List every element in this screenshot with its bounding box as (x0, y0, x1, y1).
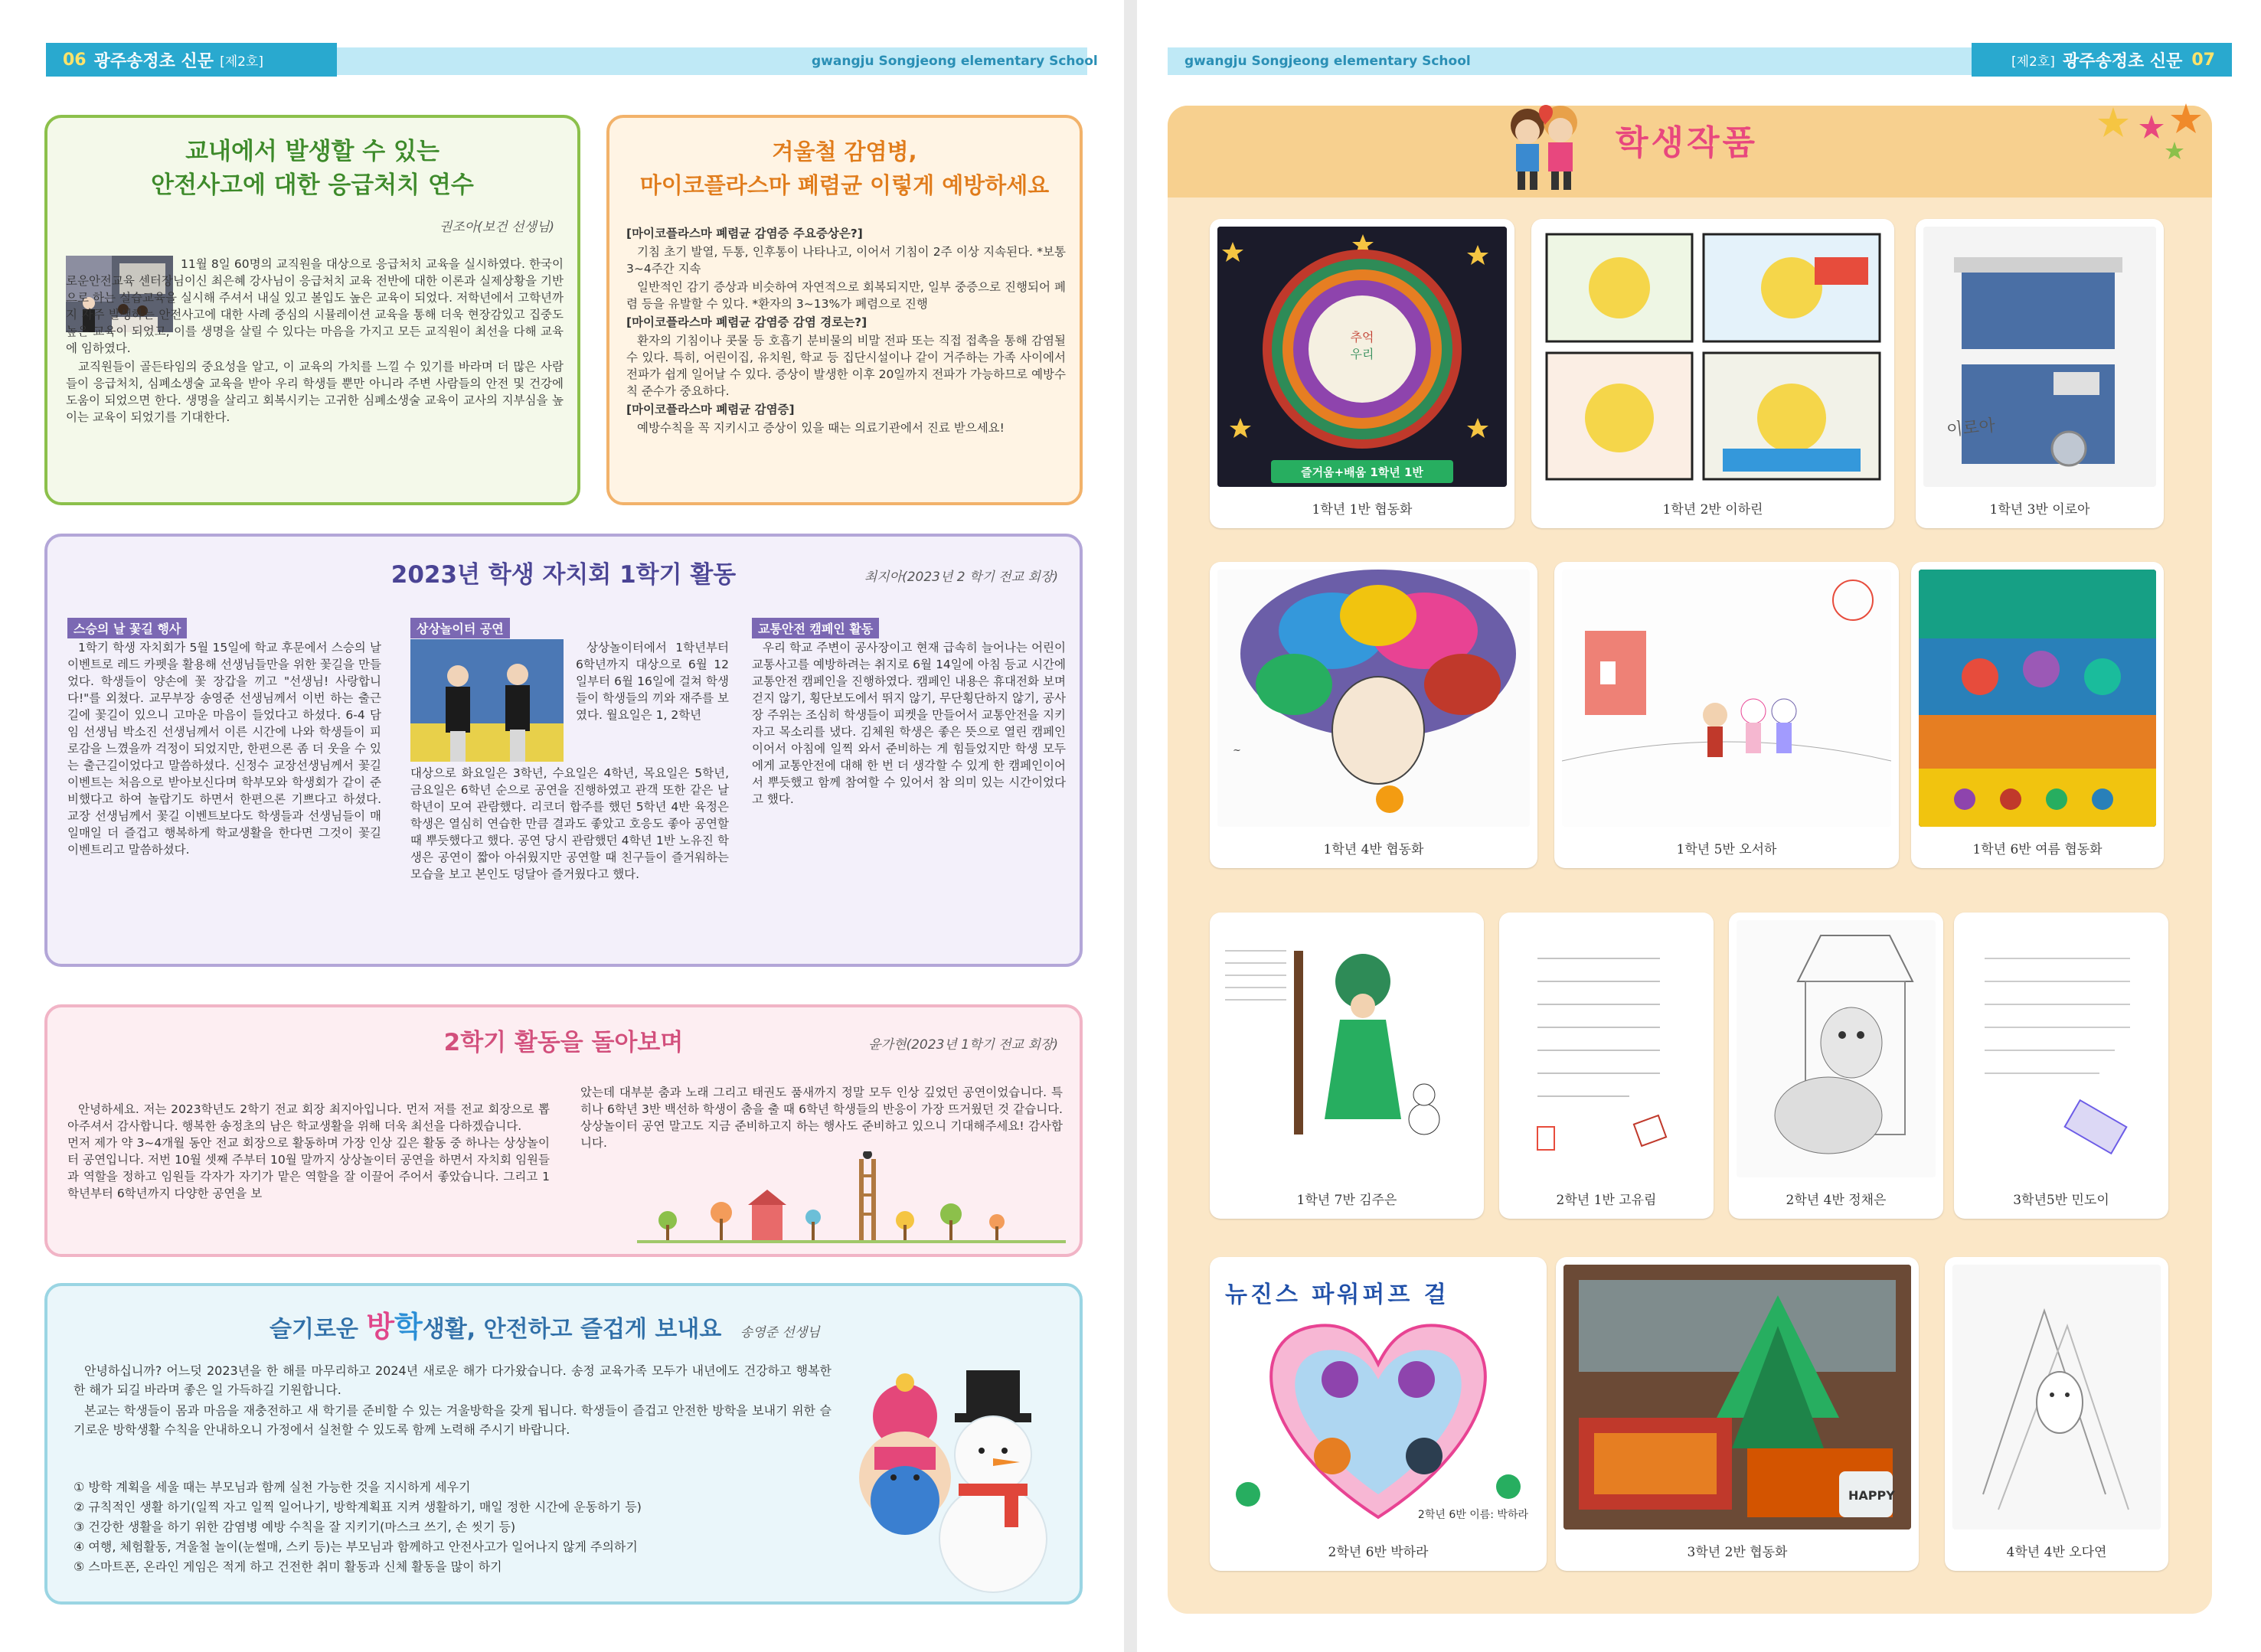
page-number: 07 (2191, 50, 2215, 70)
paper-name: 광주송정초 신문 (93, 51, 214, 71)
artwork-signature: 2학년 6반 이름: 박하라 (1417, 1509, 1528, 1521)
school-name: gwangju Songjeong elementary School (812, 54, 1098, 69)
flower-hair-artwork (1217, 570, 1530, 827)
article-body: 안녕하십니까? 어느덧 2023년을 한 해를 마무리하고 2024년 새로운 해가 다가왔습니다. 송정 교육가족 모두가 내년에도 건강하고 행복한 한 해가 되길 바라며 좋은 일 가득하길 기원합니다. 본교는 학생들이 몸과 마음을 재충전하고 새 학기를 준비할 수 있는 겨울방학을 갖게 됩니다. 학생들이 즐겁고 안전한 방학을 보내기 위한 슬기로운 방학생활 수칙을 안내하오니 가정에서 실천할 수 있도록 함께 노력해 주시기 바랍니다. (74, 1363, 832, 1437)
column-2: 았는데 대부분 춤과 노래 그리고 태권도 품새까지 정말 모두 인상 깊었던 공연이었습니다. 특히나 6학년 3반 백선하 학생이 춤을 출 때 6학년 학생들의 반응이 가장 뜨거웠던 것 같습니다. 상상놀이터 공연 말고도 지금 준비하고지 하는 행사도 준비하고 있으니 기대해주세요! 감사합니다. (580, 1086, 1063, 1150)
edition: [제2호] (2011, 54, 2055, 70)
artwork-caption: 1학년 7반 김주은 (1296, 1193, 1397, 1208)
artwork-caption: 4학년 4반 오다연 (2006, 1545, 2107, 1560)
drawing-artwork (1562, 570, 1891, 827)
wreath-banner: 즐거움+배움 1학년 1반 (1301, 465, 1423, 479)
summer-collab-artwork (1919, 570, 2156, 827)
svg-text:추억: 추억 (1350, 330, 1374, 344)
rule-item: ⑤ 스마트폰, 온라인 게임은 적게 하고 건전한 취미 활동과 신체 활동을 많이 하기 (74, 1559, 502, 1574)
gallery-title: 학생작품 (1616, 123, 1759, 162)
page-number: 06 (63, 50, 87, 70)
column-2-bottom: 대상으로 화요일은 3학년, 수요일은 4학년, 목요일은 5학년, 금요일은 6학년 순으로 공연을 진행하였고 관객 또한 같은 날 학년이 모여 관람했다. 리코더 합주를 했던 5학년 4반 육정은 학생은 열심히 연습한 만큼 결과도 좋았고 호응도 좋아 공연할 때 뿌듯했다고 했다. 공연 당시 관람했던 4학년 1반 노유진 학생은 공연이 짧아 아쉬웠지만 공연할 때 친구들이 즐거워하는 모습을 보고 본인도 덩달아 즐거웠다고 했다. (410, 766, 729, 881)
artwork-card (1556, 1257, 1919, 1571)
christmas-collab-artwork (1563, 1265, 1911, 1530)
school-name: gwangju Songjeong elementary School (1184, 54, 1471, 69)
artwork-caption: 1학년 3반 이로아 (1989, 502, 2090, 517)
artwork-caption: 3학년5반 민도이 (2013, 1193, 2109, 1208)
byline: 최지아(2023년 2 학기 전교 회장) (864, 570, 1058, 585)
artwork-caption: 2학년 1반 고유림 (1556, 1193, 1657, 1208)
section-tag: 교통안전 캠페인 활동 (752, 618, 879, 638)
artwork-card (1954, 913, 2168, 1219)
article-body: [마이코플라스마 폐렴균 감염증 주요증상은?] 기침 초기 발열, 두통, 인후통이 나타나고, 이어서 기침이 2주 이상 지속된다. *보통 3~4주간 지속 일반적인 감기 증상과 비슷하여 자연적으로 회복되지만, 일부 중증으로 진행되어 폐렴 등을 유발할 수 있다. *환자의 3~13%가 폐렴으로 진행 [마이코플라스마 폐렴균 감염증 감염 경로는?] 환자의 기침이나 콧물 등 호흡기 분비물의 비말 전파 또는 직접 접촉을 통해 감염될 수 있다. 특히, 어린이집, 유치원, 학교 등 집단시설이나 같이 거주하는 가족 사이에서 전파가 쉽게 일어날 수 있다. 증상이 발생한 이후 20일까지 전파가 가능하므로 예방수칙 준수가 중요하다. [마이코플라스마 폐렴균 감염증] 예방수칙을 꼭 지키시고 증상이 있을 때는 의료기관에서 진료 받으세요! (626, 227, 1066, 435)
artwork-card (1210, 562, 1537, 868)
article-title: 교내에서 발생할 수 있는 안전사고에 대한 응급처치 연수 (151, 138, 474, 199)
council-article (44, 534, 1083, 967)
byline: 윤가현(2023년 1학기 전교 회장) (868, 1037, 1058, 1053)
artwork-caption: 1학년 2반 이하린 (1662, 502, 1763, 517)
column-1: 안녕하세요. 저는 2023학년도 2학기 전교 회장 최지아입니다. 먼저 저를 전교 회장으로 뽑아주셔서 감사합니다. 행복한 송정초의 남은 학교생활을 위해 더욱 최선을 다하겠습니다. 먼저 제가 약 3~4개월 동안 전교 회장으로 활동하며 가장 인상 깊은 활동 중 하나는 상상놀이터 공연입니다. 저번 10월 셋째 주부터 10월 말까지 상상놀이터 공연을 하면서 자치회 임원들과 역할을 정하고 임원들 각자가 자기가 맡은 역할을 잘 이끌어 주어서 좋았습니다. 그리고 1학년부터 6학년까지 다양한 공연을 보 (67, 1102, 550, 1200)
artwork-card (1911, 562, 2164, 868)
left-page (0, 0, 1124, 1652)
artwork-caption: 3학년 2반 협동화 (1687, 1545, 1788, 1560)
vacation-article (44, 1283, 1083, 1605)
section-tag: 스승의 날 꽃길 행사 (67, 618, 187, 638)
column-2-top: 상상놀이터에서 1학년부터 6학년까지 대상으로 6월 12일부터 6월 16일에 걸쳐 학생들이 학생들의 끼와 재주를 보였다. 월요일은 1, 2학년 (576, 641, 729, 722)
pencil-sketch-artwork (1952, 1265, 2161, 1530)
comic-artwork (1539, 227, 1887, 487)
paper-name: 광주송정초 신문 (2062, 51, 2183, 71)
snowman-illustration (844, 1355, 1073, 1600)
column-1: 1학기 학생 자치회가 5월 15일에 학교 후문에서 스승의 날 이벤트로 레드 카펫을 활용해 선생님들만을 위한 꽃길을 만들었다. 학생들이 양손에 꽃 장갑을 끼고 "선생님! 사랑합니다!"를 외쳤다. 교무부장 송영준 선생님께서 이번 하는 출근길에 꽃길이 있으니 고마운 마음이 들었다고 하셨다. 6-4 담임 선생님 박소진 선생님께서 이른 시간에 나와 학생들이 피로감을 느꼈을까 걱정이 되었지만, 한편으론 좀 더 웃을 수 있는 출근길이었다고 말씀하셨다. 신정수 교장선생님께서 꽃길 이벤트는 처음으로 받아보신다며 학부모와 학생회가 같이 준비했다고 하여 놀랍기도 하면서 한편으론 기쁘다고 하셨다. 교장 선생님께서 꽃길 이벤트보다도 학생들과 선생님들이 매일매일 더 즐겁고 행복하게 학교생활을 한다면 그것이 꽃길 이벤트리고 말씀하셨다. (67, 641, 381, 857)
byline: 권조아(보건 선생님) (439, 220, 554, 235)
header-tab (46, 43, 337, 77)
artwork-caption: 1학년 6반 여름 협동화 (1972, 842, 2103, 857)
town-illustration (637, 1151, 1066, 1243)
rule-item: ② 규칙적인 생활 하기(일찍 자고 일찍 일어나기, 방학계획표 지켜 생활하기, 매일 정한 시간에 운동하기 등) (74, 1500, 642, 1514)
artwork-caption: 2학년 6반 박하라 (1328, 1545, 1429, 1560)
edition: [제2호] (220, 54, 263, 70)
rule-item: ④ 여행, 체험활동, 겨울철 놀이(눈썰매, 스키 등)는 부모님과 함께하고 안전사고가 일어나지 않게 주의하기 (74, 1539, 638, 1554)
letter-artwork (1962, 920, 2161, 1177)
kids-illustration (1493, 95, 1593, 194)
artwork-card (1531, 219, 1894, 528)
article-title: 슬기로운 방학생활, 안전하고 즐겁게 보내요 송영준 선생님 (270, 1310, 820, 1343)
happy-sign: HAPPY (1848, 1488, 1895, 1503)
artwork-card (1554, 562, 1899, 868)
wreath-artwork (1217, 227, 1507, 487)
artwork-card (1729, 913, 1943, 1219)
artwork-caption: 1학년 1반 협동화 (1312, 502, 1413, 517)
artwork-caption: 1학년 5반 오서하 (1676, 842, 1777, 857)
svg-text:우리: 우리 (1350, 347, 1374, 361)
artwork-heading: 뉴진스 파워퍼프 걸 (1225, 1281, 1449, 1308)
article-body: 11월 8일 60명의 교직원을 대상으로 응급처치 교육을 실시하였다. 한국이로운안전교육 센터장님이신 최은혜 강사님이 응급처치 교육 전반에 대한 이론과 실제상황을 기반으로 하는 실습교육을 실시해 주셔서 내실 있고 볼입도 높은 교육이 되었다. 저학년에서 고학년까지 자주 발생하는 안전사고에 대한 사례 중심의 시뮬레이션 교육을 통해 더욱 현장감있고 집중도 높은 교육이 되었고, 이를 생명을 살릴 수 있다는 마음을 가지고 모든 교직원이 최선을 다해 교육에 임하였다. 교직원들이 골든타임의 중요성을 알고, 이 교육의 가치를 느낄 수 있기를 바라며 더 많은 사람들이 응급처치, 심폐소생술 교육을 받아 우리 학생들 뿐만 아니라 주변 사람들의 안전 및 건강에 도움이 되었으면 한다. 생명을 살리고 회복시키는 고귀한 심폐소생술 교육이 교사의 지부심을 높이는 교육이 되었기를 기대한다. (66, 257, 564, 424)
winter-drawing-artwork (1217, 920, 1476, 1177)
first-aid-article (44, 115, 580, 505)
section-tag: 상상놀이터 공연 (410, 618, 510, 638)
article-title: 2023년 학생 자치회 1학기 활동 (390, 561, 737, 589)
artwork-card (1916, 219, 2164, 528)
artwork-card (1210, 1257, 1547, 1571)
artwork-card (1499, 913, 1714, 1219)
article-title: 2학기 활동을 돌아보며 (443, 1029, 684, 1056)
handwritten-name: 이로아 (1946, 416, 1997, 441)
semester2-article (44, 1004, 1083, 1257)
rules-list (74, 1477, 824, 1577)
artwork-caption: 2학년 4반 정채은 (1786, 1193, 1887, 1208)
puppy-sketch-artwork (1737, 920, 1936, 1177)
powerpuff-artwork (1217, 1265, 1539, 1530)
artwork-caption: 1학년 4반 협동화 (1323, 842, 1424, 857)
rule-item: ③ 건강한 생활을 하기 위한 감염병 예방 수칙을 잘 지키기(마스크 쓰기, 손 씻기 등) (74, 1520, 516, 1534)
article-title: 겨울철 감염병, 마이코플라스마 폐렴균 이렇게 예방하세요 (639, 139, 1050, 198)
mycoplasma-article (606, 115, 1083, 505)
stars-decoration (2098, 100, 2205, 168)
poem-artwork (1507, 920, 1706, 1177)
rule-item: ① 방학 계획을 세울 때는 부모님과 함께 실천 가능한 것을 지시하게 세우기 (74, 1480, 471, 1494)
craft-artwork (1923, 227, 2156, 487)
performance-photo (410, 639, 564, 762)
artwork-card (1210, 913, 1484, 1219)
svg-text:~: ~ (1233, 745, 1241, 756)
header-tab (1972, 43, 2232, 77)
column-3: 우리 학교 주변이 공사장이고 현재 급속히 늘어나는 어린이 교통사고를 예방하려는 취지로 6월 14일에 아침 등교 시간에 교통안전 캠페인을 진행하였다. 캠페인 내용은 휴대전화 보며 걷지 않기, 횡단보도에서 뛰지 않기, 무단횡단하지 않기, 공사장 주위는 조심히 학생들이 피켓을 만들어서 교통안전을 지키자고 목소리를 냈다. 김체원 학생은 좋은 뜻으로 열린 캠페인이어서 아침에 일찍 와서 준비하는 게 힘들었지만 학생 모두에게 교통안전에 대해 한 번 더 생각할 수 있게 한 캠페인이어서 뿌듯했고 함께 참여할 수 있어서 참 의미 있는 시간이었다고 했다. (752, 641, 1066, 806)
artwork-card (1210, 219, 1514, 528)
artwork-card (1945, 1257, 2168, 1571)
